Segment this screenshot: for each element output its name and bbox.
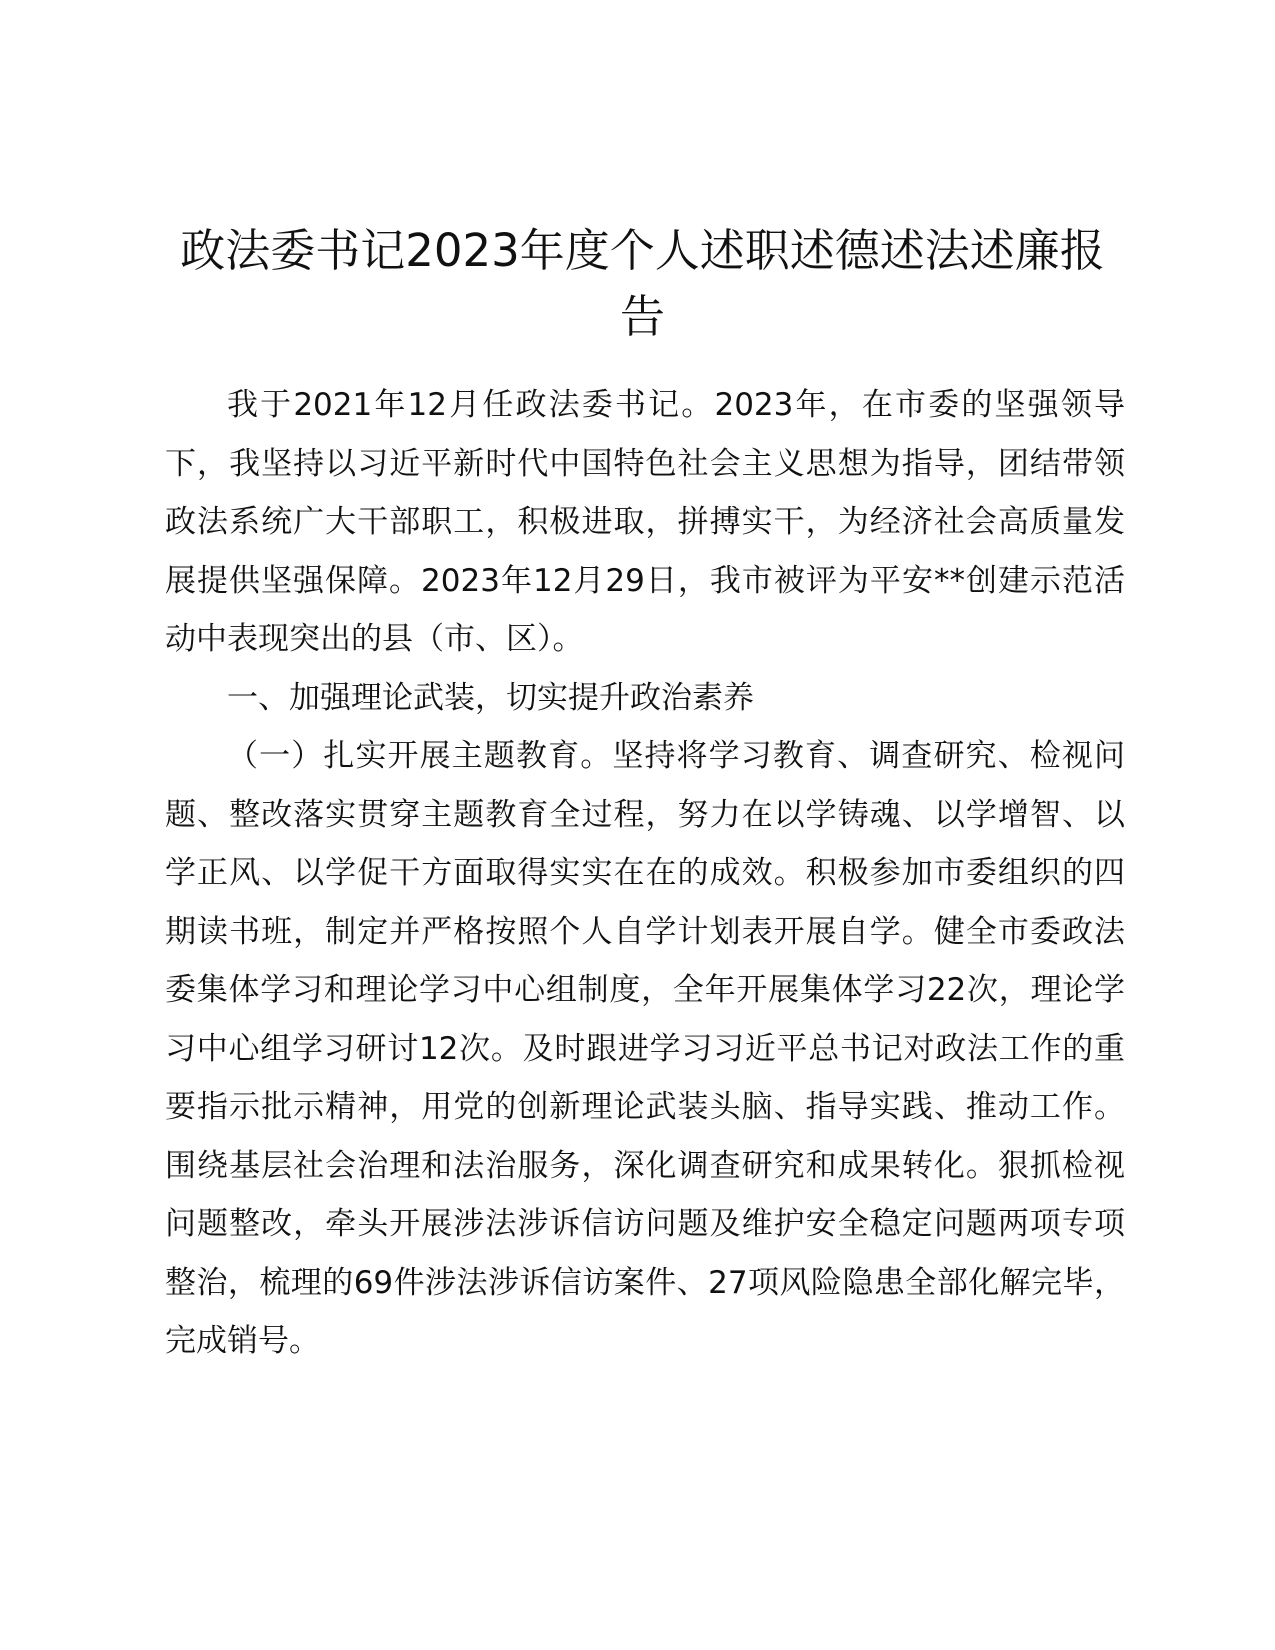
document-title: 政法委书记2023年度个人述职述德述法述廉报告: [180, 224, 1105, 343]
intro-paragraph: 我于2021年12月任政法委书记。2023年，在市委的坚强领导下，我坚持以习近平新时代中国特色社会主义思想为指导，团结带领政法系统广大干部职工，积极进取，拼搏实干，为经济社会高质量发展提供坚强保障。2023年12月29日，我市被评为平安**创建示范活动中表现突出的县（市、区）。: [165, 387, 1125, 657]
section-heading: 一、加强理论武装，切实提升政治素养: [227, 679, 754, 716]
subsection-paragraph: （一）扎实开展主题教育。坚持将学习教育、调查研究、检视问题、整改落实贯穿主题教育全过程，努力在以学铸魂、以学增智、以学正风、以学促干方面取得实实在在的成效。积极参加市委组织的四期读书班，制定并严格按照个人自学计划表开展自学。健全市委政法委集体学习和理论学习中心组制度，全年开展集体学习22次，理论学习中心组学习研讨12次。及时跟进学习习近平总书记对政法工作的重要指示批示精神，用党的创新理论武装头脑、指导实践、推动工作。围绕基层社会治理和法治服务，深化调查研究和成果转化。狠抓检视问题整改，牵头开展涉法涉诉信访问题及维护安全稳定问题两项专项整治，梳理的69件涉法涉诉信访案件、27项风险隐患全部化解完毕，完成销号。: [165, 738, 1125, 1359]
document-body: [165, 376, 1125, 1371]
